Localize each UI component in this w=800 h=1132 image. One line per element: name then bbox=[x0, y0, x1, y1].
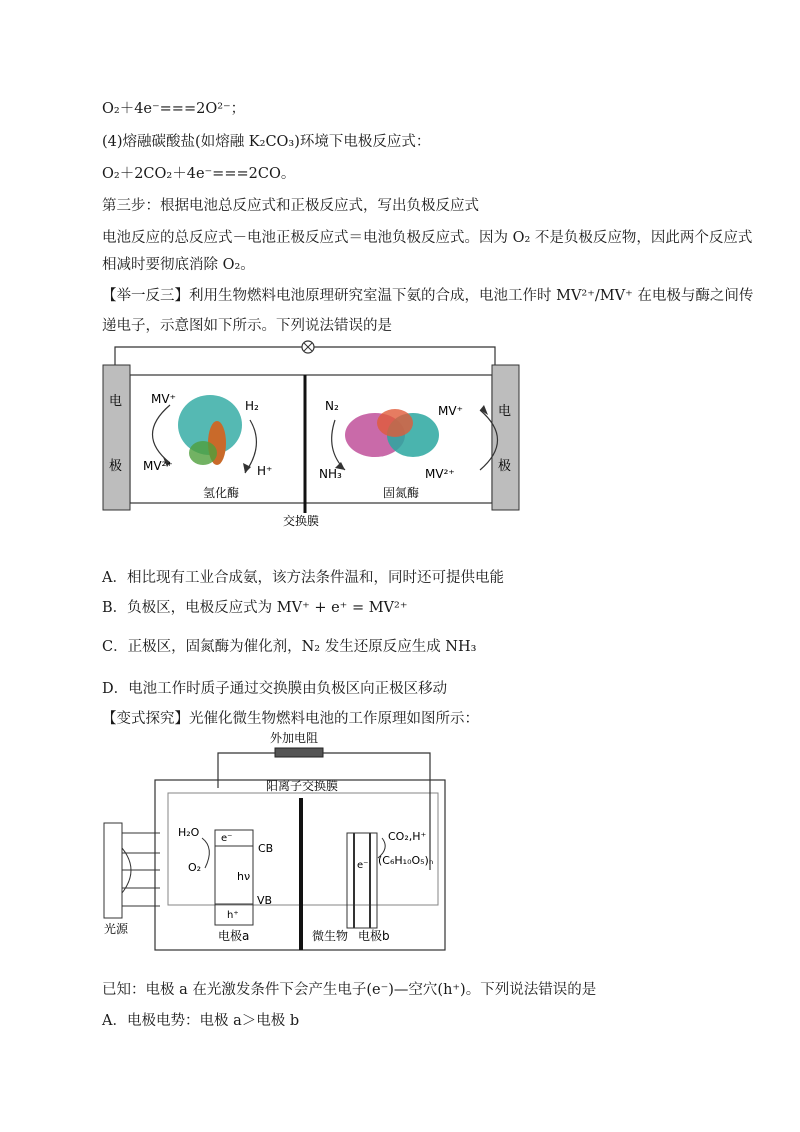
light-label: 光源 bbox=[104, 922, 129, 936]
electrode-b bbox=[347, 833, 377, 928]
variant-heading: 【变式探究】光催化微生物燃料电池的工作原理如图所示： bbox=[102, 711, 479, 727]
n2-label: N₂ bbox=[325, 399, 339, 413]
resistor-label: 外加电阻 bbox=[270, 731, 319, 745]
membrane-label: 交换膜 bbox=[283, 514, 320, 528]
nitrogenase-protein bbox=[345, 409, 439, 457]
light-source bbox=[104, 823, 122, 918]
hv-label: hν bbox=[237, 870, 251, 883]
step-three: 第三步：根据电池总反应式和正极反应式，写出负极反应式 bbox=[102, 198, 479, 214]
known-condition: 已知：电极 a 在光激发条件下会产生电子(e⁻)—空穴(h⁺)。下列说法错误的是 bbox=[102, 982, 597, 998]
resistor-icon bbox=[275, 748, 323, 757]
electron-label-a: e⁻ bbox=[221, 833, 233, 844]
electron-label-b: e⁻ bbox=[357, 860, 369, 871]
molten-carbonate-heading: (4)熔融碳酸盐(如熔融 K₂CO₃)环境下电极反应式： bbox=[102, 134, 431, 150]
cb-label: CB bbox=[258, 842, 274, 855]
question-line-2: 递电子，示意图如下所示。下列说法错误的是 bbox=[102, 318, 392, 334]
h2o-label: H₂O bbox=[178, 826, 200, 839]
h2-label: H₂ bbox=[245, 399, 259, 413]
o2-label: O₂ bbox=[188, 861, 202, 874]
option-a: A．相比现有工业合成氨，该方法条件温和，同时还可提供电能 bbox=[102, 570, 504, 586]
nh3-label: NH₃ bbox=[319, 467, 342, 481]
vb-label: VB bbox=[257, 894, 273, 907]
electrode-b-label: 电极b bbox=[358, 929, 390, 943]
right-electrode-label-2: 极 bbox=[498, 459, 512, 474]
question-line-1: 【举一反三】利用生物燃料电池原理研究室温下氨的合成，电池工作时 MV²⁺/MV⁺ 在电极与酶之间传 bbox=[102, 288, 754, 304]
option-c: C．正极区，固氮酶为催化剂，N₂ 发生还原反应生成 NH₃ bbox=[102, 639, 477, 655]
right-electrode-label-1: 电 bbox=[498, 404, 512, 419]
mv-2plus-label-left: MV²⁺ bbox=[143, 459, 173, 473]
paragraph-line-1: 电池反应的总反应式－电池正极反应式＝电池负极反应式。因为 O₂ 不是负极反应物，因此两个反应式 bbox=[102, 230, 753, 246]
option-a-2: A．电极电势：电极 a＞电极 b bbox=[102, 1013, 300, 1029]
equation-o2-reduction: O₂＋4e⁻===2O²⁻； bbox=[102, 101, 246, 117]
hole-label: h⁺ bbox=[227, 910, 239, 921]
membrane-label-2: 阳离子交换膜 bbox=[266, 779, 339, 793]
biofuel-cell-diagram bbox=[95, 335, 535, 530]
microbe-label: 微生物 bbox=[312, 929, 349, 943]
hydrogenase-protein bbox=[178, 395, 242, 465]
electrode-a-label: 电极a bbox=[218, 929, 250, 943]
mv-2plus-label-right: MV²⁺ bbox=[425, 467, 455, 481]
option-d: D．电池工作时质子通过交换膜由负极区向正极区移动 bbox=[102, 681, 448, 697]
nitrogenase-label: 固氮酶 bbox=[383, 486, 420, 500]
right-electrode bbox=[492, 365, 519, 510]
h-plus-label: H⁺ bbox=[257, 464, 273, 478]
mv-plus-label-right: MV⁺ bbox=[438, 404, 463, 418]
substrate-label: (C₆H₁₀O₅)ₙ bbox=[378, 854, 434, 867]
option-b: B．负极区，电极反应式为 MV⁺ + e⁺ = MV²⁺ bbox=[102, 600, 408, 616]
left-electrode bbox=[103, 365, 130, 510]
equation-molten-carbonate: O₂＋2CO₂＋4e⁻===2CO。 bbox=[102, 166, 296, 182]
left-electrode-label-1: 电 bbox=[109, 394, 123, 409]
products-label: CO₂,H⁺ bbox=[388, 830, 427, 843]
hydrogenase-label: 氢化酶 bbox=[203, 486, 240, 500]
left-electrode-label-2: 极 bbox=[109, 459, 123, 474]
paragraph-line-2: 相减时要彻底消除 O₂。 bbox=[102, 257, 255, 273]
photocatalytic-cell-diagram bbox=[100, 728, 450, 953]
mv-plus-label-left: MV⁺ bbox=[151, 392, 176, 406]
